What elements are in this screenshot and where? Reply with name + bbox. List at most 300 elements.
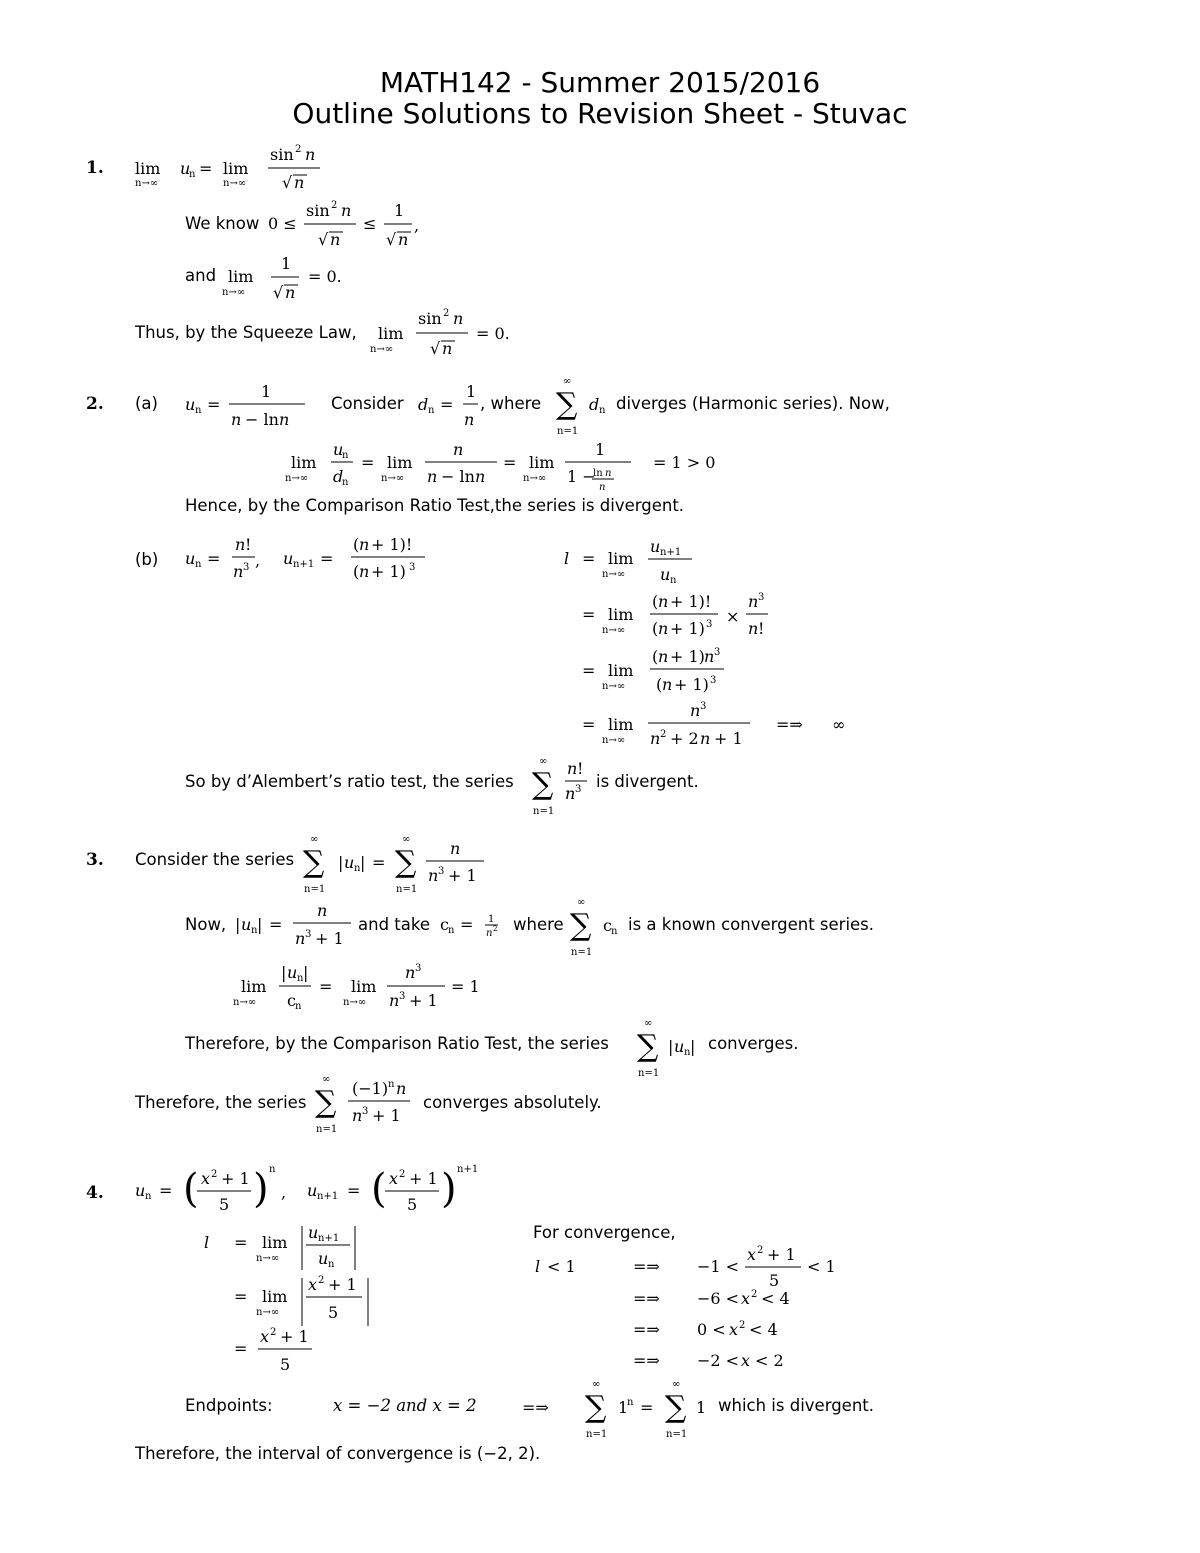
svg-text:3: 3 [714, 647, 721, 658]
svg-text:1: 1 [618, 1398, 629, 1417]
svg-text:n=1: n=1 [571, 947, 593, 958]
svg-text:3: 3 [438, 866, 445, 877]
q3-sum-abs-un [634, 1014, 708, 1080]
svg-text:n: n [453, 309, 464, 328]
svg-text:2: 2 [331, 200, 338, 211]
svg-text:0 ≤: 0 ≤ [268, 214, 297, 233]
svg-text:n: n [486, 928, 493, 939]
svg-text:n: n [269, 1164, 276, 1175]
svg-text:lim: lim [262, 1287, 288, 1306]
page-title: MATH142 - Summer 2015/2016 [379, 66, 821, 99]
svg-text:(: ( [652, 647, 659, 666]
svg-text:=: = [460, 915, 474, 934]
svg-text:c: c [287, 991, 296, 1010]
svg-text:sin: sin [306, 201, 330, 220]
svg-text:n→∞: n→∞ [285, 473, 309, 484]
svg-text:n: n [565, 784, 576, 803]
svg-text:lim: lim [608, 549, 634, 568]
svg-text:1 −: 1 − [567, 467, 596, 486]
svg-text:=⇒: =⇒ [522, 1398, 549, 1417]
svg-text:< 1: < 1 [807, 1257, 836, 1276]
svg-text:n: n [748, 592, 759, 611]
svg-text:∑: ∑ [303, 845, 325, 880]
q2b-series [529, 752, 595, 818]
q2a-sum-dn [553, 372, 615, 438]
svg-text:1: 1 [595, 440, 606, 459]
svg-text:n: n [690, 701, 701, 720]
svg-text:x: x [389, 1169, 399, 1188]
svg-text:+ 1: + 1 [714, 729, 743, 748]
svg-text:sin: sin [270, 145, 294, 164]
svg-text:n: n [342, 477, 349, 488]
svg-text:n: n [748, 619, 759, 638]
svg-text:u: u [287, 963, 298, 982]
q2-part-a-label: (a) [135, 394, 158, 413]
svg-text:=: = [320, 549, 334, 568]
svg-text:=: = [440, 395, 454, 414]
q1-conclusion [370, 306, 520, 360]
svg-text:n: n [189, 169, 196, 180]
svg-text:=: = [207, 395, 221, 414]
q2b-is-divergent-text: is divergent. [596, 772, 699, 791]
svg-text:n: n [233, 562, 244, 581]
svg-text:,: , [414, 216, 420, 235]
svg-text:lim: lim [529, 453, 555, 472]
svg-text:n→∞: n→∞ [523, 473, 547, 484]
svg-text:u: u [180, 159, 191, 178]
svg-text:=: = [361, 453, 375, 472]
svg-text:n: n [279, 410, 290, 429]
svg-text:=: = [234, 1287, 248, 1306]
svg-text:=: = [582, 715, 596, 734]
q3-where-label: where [513, 915, 564, 934]
svg-text:n: n [599, 405, 606, 416]
svg-text:!: ! [577, 759, 584, 778]
svg-text:n: n [448, 925, 455, 936]
svg-text:n: n [297, 973, 304, 984]
svg-text:+ 1: + 1 [409, 991, 438, 1010]
svg-text:|: | [338, 853, 344, 872]
svg-text:=⇒: =⇒ [633, 1257, 660, 1276]
svg-text:n+1: n+1 [457, 1164, 479, 1175]
svg-text:l: l [564, 549, 570, 568]
svg-text:∑: ∑ [665, 1390, 687, 1425]
svg-text:): ) [253, 1166, 269, 1212]
svg-text:n=1: n=1 [666, 1429, 688, 1440]
svg-text:= 0.: = 0. [476, 324, 510, 343]
svg-text:n: n [684, 1047, 691, 1058]
svg-text:1: 1 [261, 382, 272, 401]
svg-text:|: | [690, 1037, 696, 1056]
q3-converges-text: converges. [708, 1034, 799, 1053]
q2b-ratio-derivation [560, 534, 870, 756]
svg-text:n→∞: n→∞ [233, 997, 257, 1008]
svg-text:lim: lim [135, 159, 161, 178]
svg-text:∞: ∞ [577, 897, 586, 908]
svg-text:ln: ln [593, 468, 603, 479]
svg-text:n→∞: n→∞ [602, 625, 626, 636]
svg-text:∞: ∞ [644, 1018, 653, 1029]
svg-text:1: 1 [488, 914, 495, 925]
svg-text:lim: lim [241, 977, 267, 996]
svg-text:+ 1: + 1 [409, 1169, 438, 1188]
svg-text:(: ( [353, 535, 360, 554]
svg-text:3: 3 [409, 562, 416, 573]
q2-part-b-label: (b) [135, 550, 159, 569]
svg-text:=: = [372, 853, 386, 872]
svg-text:n: n [428, 405, 435, 416]
svg-text:< 2: < 2 [755, 1351, 784, 1370]
svg-text:n→∞: n→∞ [256, 1307, 280, 1318]
svg-text:|: | [235, 915, 241, 934]
svg-text:n: n [328, 1259, 335, 1270]
q2a-limit-comparison [285, 438, 725, 494]
svg-text:n: n [295, 929, 306, 948]
q4-endpoint-series [518, 1375, 718, 1441]
svg-text:=: = [582, 661, 596, 680]
q4-which-divergent-text: which is divergent. [718, 1396, 875, 1415]
svg-text:+ 1)!: + 1)! [670, 592, 712, 611]
svg-text:5: 5 [280, 1355, 291, 1374]
q2b-terms [185, 534, 435, 588]
svg-text:n→∞: n→∞ [602, 735, 626, 746]
svg-text:(−1): (−1) [352, 1079, 389, 1098]
svg-text:−2 <: −2 < [697, 1351, 740, 1370]
svg-text:∑: ∑ [532, 767, 554, 802]
svg-text:+ 1: + 1 [372, 1106, 401, 1125]
svg-text:lim: lim [291, 453, 317, 472]
svg-text:n: n [567, 759, 578, 778]
svg-text:n: n [388, 1079, 395, 1090]
svg-text:+ 1: + 1 [448, 866, 477, 885]
svg-text:2: 2 [270, 1327, 277, 1338]
svg-text:u: u [318, 1249, 329, 1268]
svg-text:(: ( [183, 1166, 199, 1212]
svg-text:n: n [605, 468, 612, 479]
q1-inequality [268, 198, 438, 252]
svg-text:n+1: n+1 [317, 1191, 339, 1202]
svg-text:=: = [234, 1233, 248, 1252]
q3-and-take-label: and take [358, 915, 430, 934]
q3-limit-comparison [233, 960, 493, 1016]
svg-text:− ln: − ln [441, 467, 475, 486]
svg-text:n: n [342, 450, 349, 461]
svg-text:(: ( [353, 562, 360, 581]
svg-text:n: n [317, 901, 328, 920]
svg-text:5: 5 [407, 1195, 418, 1214]
svg-text:n: n [627, 1397, 634, 1408]
svg-text:+ 2: + 2 [670, 729, 699, 748]
svg-text:√: √ [282, 173, 293, 192]
q3-consider-text: Consider the series [135, 850, 295, 869]
svg-text:n: n [475, 467, 486, 486]
svg-text:n: n [405, 963, 416, 982]
svg-text:c: c [603, 916, 612, 935]
svg-text:+ 1): + 1) [674, 675, 709, 694]
svg-text:3: 3 [700, 701, 707, 712]
svg-text:∞: ∞ [539, 756, 548, 767]
svg-text:n→∞: n→∞ [135, 178, 159, 189]
page-subtitle: Outline Solutions to Revision Sheet - Stuvac [292, 97, 908, 130]
svg-text:2: 2 [295, 144, 302, 155]
svg-text:n: n [464, 410, 475, 429]
svg-text:n=1: n=1 [533, 806, 555, 817]
svg-text:n→∞: n→∞ [381, 473, 405, 484]
svg-text:< 4: < 4 [761, 1289, 790, 1308]
svg-text:u: u [333, 440, 344, 459]
svg-text:< 1: < 1 [547, 1257, 576, 1276]
svg-text:0 <: 0 < [697, 1320, 726, 1339]
q3-abs-un [233, 900, 359, 952]
q4-terms [135, 1158, 495, 1220]
svg-text:n: n [704, 647, 715, 666]
q4-endpoint-values: x = −2 and x = 2 [333, 1396, 477, 1415]
svg-text:lim: lim [351, 977, 377, 996]
svg-text:∑: ∑ [556, 387, 578, 422]
svg-text:n: n [195, 405, 202, 416]
svg-text:×: × [726, 607, 740, 626]
question-2-number: 2. [86, 394, 104, 414]
svg-text:n=1: n=1 [638, 1068, 660, 1079]
svg-text:n: n [352, 1106, 363, 1125]
svg-text:+ 1): + 1) [371, 562, 406, 581]
svg-text:): ) [441, 1166, 457, 1212]
svg-text:!: ! [245, 535, 252, 554]
svg-text:n: n [398, 230, 409, 249]
svg-text:√: √ [273, 283, 284, 302]
svg-text:∞: ∞ [832, 715, 846, 734]
svg-text:∞: ∞ [402, 834, 411, 845]
svg-text:,: , [255, 551, 261, 570]
svg-text:|: | [303, 963, 309, 982]
q3-known-text: is a known convergent series. [628, 915, 875, 934]
svg-text:!: ! [758, 619, 765, 638]
svg-text:2: 2 [443, 308, 450, 319]
svg-text:+ 1): + 1) [670, 619, 705, 638]
svg-text:x: x [308, 1275, 318, 1294]
svg-text:n+1: n+1 [293, 559, 315, 570]
svg-text:n→∞: n→∞ [222, 287, 246, 298]
svg-text:n: n [599, 482, 606, 493]
svg-text:x: x [741, 1351, 751, 1370]
q2a-dn-definition [418, 380, 480, 430]
svg-text:u: u [674, 1037, 685, 1056]
svg-text:= 1 > 0: = 1 > 0 [653, 453, 716, 472]
svg-text:∞: ∞ [563, 376, 572, 387]
svg-text:n→∞: n→∞ [602, 681, 626, 692]
svg-text:2: 2 [739, 1320, 746, 1331]
svg-text:c: c [440, 915, 449, 934]
svg-text:n: n [354, 863, 361, 874]
svg-text:n→∞: n→∞ [370, 344, 394, 355]
svg-text:=: = [234, 1339, 248, 1358]
svg-text:n=1: n=1 [316, 1124, 338, 1135]
svg-text:2: 2 [493, 925, 498, 933]
svg-text:u: u [307, 1181, 318, 1200]
svg-text:n: n [359, 535, 370, 554]
svg-text:n: n [231, 410, 242, 429]
svg-text:n: n [428, 866, 439, 885]
svg-text:1: 1 [466, 382, 477, 401]
svg-text:n=1: n=1 [304, 884, 326, 895]
svg-text:+ 1: + 1 [767, 1245, 796, 1264]
q3-therefore2-text: Therefore, the series [135, 1093, 307, 1112]
svg-text:n: n [195, 559, 202, 570]
svg-text:(: ( [652, 592, 659, 611]
svg-text:+ 1: + 1 [280, 1327, 309, 1346]
q3-therefore1-text: Therefore, by the Comparison Ratio Test, the series [185, 1034, 609, 1053]
svg-text:=: = [159, 1181, 173, 1200]
svg-text:2: 2 [660, 729, 667, 740]
svg-text:3: 3 [758, 592, 765, 603]
svg-text:=⇒: =⇒ [633, 1351, 660, 1370]
svg-text:n: n [658, 619, 669, 638]
svg-text:n: n [295, 1001, 302, 1012]
svg-text:3: 3 [706, 619, 713, 630]
svg-text:n: n [251, 925, 258, 936]
svg-text:x: x [201, 1169, 211, 1188]
question-1-number: 1. [86, 158, 104, 178]
svg-text:3: 3 [710, 675, 717, 686]
svg-text:(: ( [652, 619, 659, 638]
svg-text:n: n [427, 467, 438, 486]
svg-text:+ 1: + 1 [221, 1169, 250, 1188]
svg-text:n→∞: n→∞ [223, 178, 247, 189]
svg-text:=: = [640, 1398, 654, 1417]
svg-text:∑: ∑ [395, 845, 417, 880]
svg-text:n→∞: n→∞ [256, 1253, 280, 1264]
svg-text:≤: ≤ [363, 214, 377, 233]
svg-text:=: = [347, 1181, 361, 1200]
svg-text:n+1: n+1 [660, 547, 682, 558]
svg-text:n: n [294, 173, 305, 192]
svg-text:n=1: n=1 [557, 426, 579, 437]
svg-text:5: 5 [219, 1195, 230, 1214]
svg-text:|: | [281, 963, 287, 982]
q3-sum-cn [567, 893, 627, 959]
svg-text:∞: ∞ [310, 834, 319, 845]
svg-text:n=1: n=1 [396, 884, 418, 895]
svg-text:3: 3 [399, 991, 406, 1002]
svg-text:2: 2 [211, 1169, 218, 1180]
svg-text:l: l [535, 1257, 541, 1276]
svg-text:= 1: = 1 [451, 977, 480, 996]
svg-text:∞: ∞ [672, 1379, 681, 1390]
svg-text:|: | [257, 915, 263, 934]
q4-interval-conclusion: Therefore, the interval of convergence is (−2, 2). [135, 1444, 541, 1463]
q4-endpoints-label: Endpoints: [185, 1396, 273, 1415]
svg-text:2: 2 [318, 1275, 325, 1286]
q2a-hence-text: Hence, by the Comparison Ratio Test,the series is divergent. [185, 496, 685, 515]
svg-text:1: 1 [281, 254, 292, 273]
svg-text:lim: lim [228, 267, 254, 286]
svg-text:lim: lim [387, 453, 413, 472]
svg-text:2: 2 [751, 1289, 758, 1300]
svg-text:u: u [650, 537, 661, 556]
svg-text:< 4: < 4 [749, 1320, 778, 1339]
q2a-un-definition [185, 380, 315, 430]
q4-convergence-inequalities [533, 1240, 863, 1380]
svg-text:n: n [235, 535, 246, 554]
svg-text:∞: ∞ [592, 1379, 601, 1390]
q4-for-convergence-label: For convergence, [533, 1223, 676, 1242]
q1-we-know-label: We know [185, 214, 260, 233]
q3-series-abs [300, 830, 500, 896]
svg-text:n: n [650, 729, 661, 748]
svg-text:x: x [741, 1289, 751, 1308]
svg-text:sin: sin [418, 309, 442, 328]
svg-text:lim: lim [378, 324, 404, 343]
q3-converges-abs-text: converges absolutely. [423, 1093, 602, 1112]
svg-text:n→∞: n→∞ [343, 997, 367, 1008]
svg-text:lim: lim [608, 661, 634, 680]
svg-text:u: u [185, 395, 196, 414]
svg-text:∑: ∑ [570, 908, 592, 943]
svg-text:n: n [670, 575, 677, 586]
svg-text:=: = [199, 159, 213, 178]
svg-text:− ln: − ln [245, 410, 279, 429]
svg-text:n: n [305, 145, 316, 164]
svg-text:∞: ∞ [322, 1074, 331, 1085]
svg-text:+ 1: + 1 [328, 1275, 357, 1294]
q2b-so-by-text: So by d’Alembert’s ratio test, the series [185, 772, 514, 791]
svg-text:|: | [668, 1037, 674, 1056]
svg-text:=⇒: =⇒ [633, 1289, 660, 1308]
svg-text:l: l [204, 1233, 210, 1252]
svg-text:lim: lim [262, 1233, 288, 1252]
svg-text:+ 1: + 1 [315, 929, 344, 948]
q4-ratio-derivation [200, 1218, 400, 1386]
svg-text:d: d [589, 395, 600, 414]
svg-text:=⇒: =⇒ [776, 715, 803, 734]
svg-text:=: = [503, 453, 517, 472]
svg-text:u: u [308, 1223, 319, 1242]
svg-text:n: n [389, 991, 400, 1010]
question-4-number: 4. [86, 1183, 104, 1203]
q2a-where-label: , where [480, 394, 542, 413]
svg-text:n: n [662, 675, 673, 694]
svg-text:n: n [285, 283, 296, 302]
svg-text:=: = [582, 605, 596, 624]
svg-text:d: d [333, 467, 344, 486]
svg-text:∑: ∑ [637, 1029, 659, 1064]
svg-text:n: n [341, 201, 352, 220]
svg-text:x: x [747, 1245, 757, 1264]
svg-text:u: u [185, 549, 196, 568]
svg-text:√: √ [386, 230, 397, 249]
svg-text:n: n [658, 592, 669, 611]
q1-thus-label: Thus, by the Squeeze Law, [135, 323, 357, 342]
svg-text:n: n [658, 647, 669, 666]
svg-text:u: u [241, 915, 252, 934]
q3-cn-definition [440, 906, 512, 946]
svg-text:3: 3 [243, 562, 250, 573]
svg-text:+ 1)!: + 1)! [371, 535, 413, 554]
svg-text:n: n [330, 230, 341, 249]
svg-text:2: 2 [399, 1169, 406, 1180]
svg-text:3: 3 [575, 784, 582, 795]
svg-text:u: u [283, 549, 294, 568]
q2a-diverges-text: diverges (Harmonic series). Now, [616, 394, 890, 413]
svg-text:x: x [729, 1320, 739, 1339]
svg-text:√: √ [430, 339, 441, 358]
svg-text:2: 2 [757, 1245, 764, 1256]
svg-text:u: u [135, 1181, 146, 1200]
svg-text:∑: ∑ [585, 1390, 607, 1425]
svg-text:∑: ∑ [315, 1085, 337, 1120]
svg-text:u: u [660, 565, 671, 584]
svg-text:(: ( [371, 1166, 387, 1212]
